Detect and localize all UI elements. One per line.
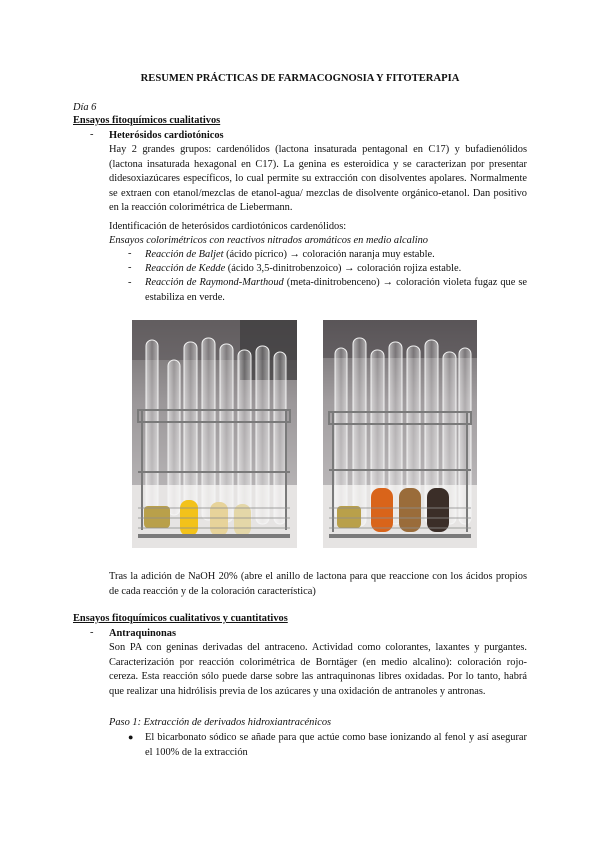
reaction-item bbox=[145, 262, 461, 275]
item-title: Antraquinonas bbox=[109, 628, 176, 639]
photo-test-tubes-right bbox=[323, 320, 477, 548]
test-tubes-illustration bbox=[323, 320, 477, 548]
day-label: Día 6 bbox=[73, 102, 97, 113]
reaction-text: (ácido pícrico) → coloración naranja muy estable. bbox=[223, 249, 435, 260]
reaction-text: (meta-dinitrobenceno) → coloración violeta fugaz que se estabiliza en verde. bbox=[145, 277, 527, 303]
paragraph: Son PA con geninas derivadas del antraceno. Actividad como colorantes, laxantes y purgantes. Caracterización por reacción colorimétrica de Borntäger (en medio alcalino): coloración rojo-cereza. Esta reacción sólo puede darse sobre las antraquinonas libres oxidadas. Por lo tanto, habrá que realizar una hidrólisis previa de los azúcares y una oxidación de antranoles y antronas. bbox=[109, 642, 527, 697]
subheading: Ensayos colorimétricos con reactivos nitrados aromáticos en medio alcalino bbox=[109, 235, 428, 246]
step-heading: Paso 1: Extracción de derivados hidroxiantracénicos bbox=[109, 717, 332, 728]
reaction-name: Reacción de Raymond-Marthoud bbox=[145, 277, 284, 288]
list-marker: - bbox=[90, 129, 94, 140]
list-marker: - bbox=[90, 627, 94, 638]
section-heading: Ensayos fitoquímicos cualitativos bbox=[73, 115, 221, 126]
item-title: Heterósidos cardiotónicos bbox=[109, 130, 224, 141]
reaction-text: (ácido 3,5-dinitrobenzoico) → coloración rojiza estable. bbox=[225, 263, 462, 274]
photo-test-tubes-left bbox=[132, 320, 297, 548]
reaction-item bbox=[145, 276, 527, 305]
list-marker: - bbox=[128, 277, 132, 288]
paragraph: Identificación de heterósidos cardiotónicos cardenólidos: bbox=[109, 221, 347, 232]
reaction-item bbox=[145, 248, 435, 261]
reaction-name: Reacción de Kedde bbox=[145, 263, 226, 274]
document-title: RESUMEN PRÁCTICAS DE FARMACOGNOSIA Y FITOTERAPIA bbox=[140, 73, 460, 84]
reaction-name: Reacción de Baljet bbox=[145, 249, 224, 260]
test-tubes-illustration bbox=[132, 320, 297, 548]
list-marker: - bbox=[128, 262, 132, 273]
section-heading: Ensayos fitoquímicos cualitativos y cuantitativos bbox=[73, 613, 288, 624]
bullet-marker: ● bbox=[128, 732, 134, 742]
list-marker: - bbox=[128, 248, 132, 259]
bullet-text: El bicarbonato sódico se añade para que actúe como base ionizando al fenol y así asegurar el 100% de la extracción bbox=[145, 732, 527, 758]
paragraph: Hay 2 grandes grupos: cardenólidos (lactona insaturada pentagonal en C17) y bufadienólidos (lactona insaturada hexagonal en C17). La genina es esteroidica y se caracterizan por presentar didesoxiazúcares específicos, lo cual permite su extracción con disolventes apolares. Normalmente se extraen con etanol/mezclas de etanol-agua/ mezclas de disolvente orgánico-etanol. Dan positivo en la reacción colorimétrica de Liebermann. bbox=[109, 144, 527, 214]
photo-caption: Tras la adición de NaOH 20% (abre el anillo de lactona para que reaccione con los ácidos propios de cada reacción y de la coloración característica) bbox=[109, 571, 527, 597]
